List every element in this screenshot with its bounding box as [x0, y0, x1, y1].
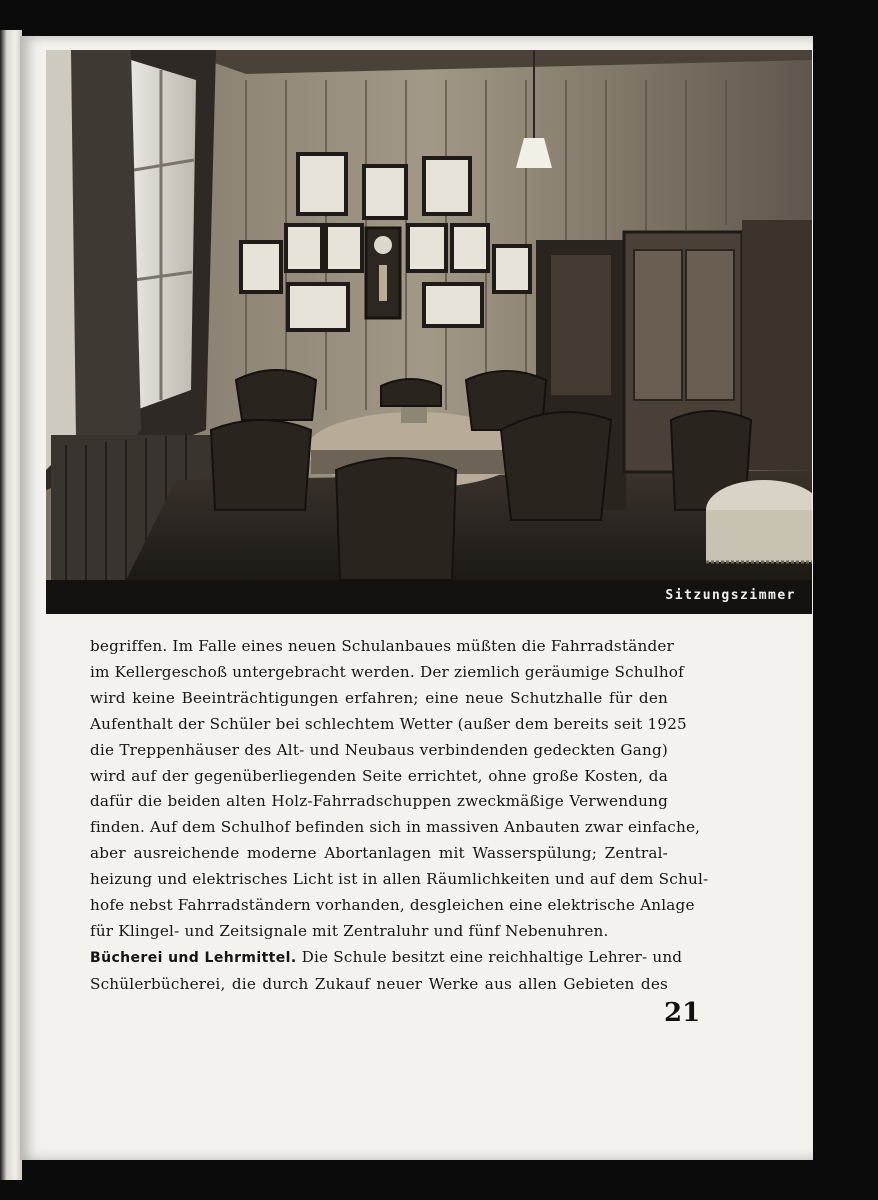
text-line: für Klingel- und Zeitsignale mit Zentraluhr und fünf Nebenuhren.	[90, 921, 609, 940]
text-line: begriffen. Im Falle eines neuen Schulanbaues müßten die Fahrradständer	[90, 637, 675, 655]
section-line	[90, 945, 683, 972]
text-line: Aufenthalt der Schüler bei schlechtem Wetter (außer dem bereits seit 1925	[90, 714, 687, 733]
text-line: heizung und elektrisches Licht ist in allen Räumlichkeiten und auf dem Schul-	[90, 870, 709, 889]
text-line: finden. Auf dem Schulhof befinden sich in massiven Anbauten zwar einfache,	[90, 818, 701, 837]
text-line: wird keine Beeinträchtigungen erfahren; eine neue Schutzhalle für den	[90, 688, 668, 707]
page-number: 21	[664, 998, 701, 1028]
section-line-text: Die Schule besitzt eine reichhaltige Lehrer- und	[296, 947, 683, 966]
text-line: im Kellergeschoß untergebracht werden. Der ziemlich geräumige Schulhof	[90, 662, 684, 681]
text-line: hofe nebst Fahrradständern vorhanden, desgleichen eine elektrische Anlage	[90, 896, 695, 915]
section-heading: Bücherei und Lehrmittel.	[90, 949, 297, 966]
meeting-room-illustration	[46, 50, 812, 580]
room-photo	[46, 50, 812, 580]
book-spine	[0, 30, 22, 1180]
text-line: wird auf der gegenüberliegenden Seite errichtet, ohne große Kosten, da	[90, 766, 668, 785]
body-text	[90, 634, 709, 998]
book-page	[20, 36, 813, 1160]
text-line: dafür die beiden alten Holz-Fahrradschuppen zweckmäßige Verwendung	[90, 792, 668, 811]
photo-caption: Sitzungszimmer	[665, 588, 796, 603]
photo-caption-bar	[46, 580, 812, 614]
text-line: die Treppenhäuser des Alt- und Neubaus verbindenden gedeckten Gang)	[90, 740, 668, 759]
text-line: aber ausreichende moderne Abortanlagen mit Wasserspülung; Zentral-	[90, 844, 668, 863]
text-line: Schülerbücherei, die durch Zukauf neuer Werke aus allen Gebieten des	[90, 974, 668, 993]
